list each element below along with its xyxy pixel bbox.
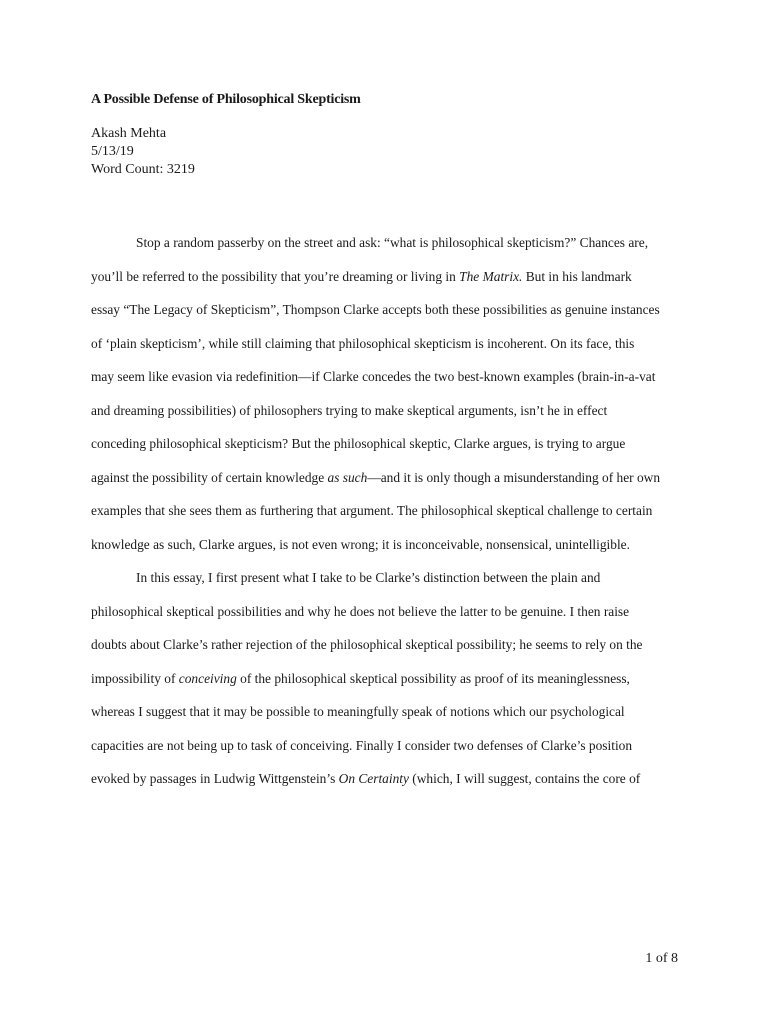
text-line: In this essay, I first present what I take to be Clarke’s distinction between the plain and (136, 570, 601, 585)
text-line: against the possibility of certain knowledge as such—and it is only though a misunderstanding of her own (91, 469, 661, 485)
essay-body (91, 226, 671, 796)
text-line: may seem like evasion via redefinition—if Clarke concedes the two best-known examples (brain-in-a-vat (91, 369, 656, 384)
text-line: philosophical skeptical possibilities and why he does not believe the latter to be genuine. I then raise (91, 603, 630, 619)
text-line: conceding philosophical skepticism? But the philosophical skeptic, Clarke argues, is trying to argue (91, 436, 626, 451)
text-line: Stop a random passerby on the street and ask: “what is philosophical skepticism?” Chances are, (136, 235, 649, 250)
document-date: 5/13/19 (91, 144, 134, 159)
author-block (91, 125, 195, 179)
text-line: knowledge as such, Clarke argues, is not even wrong; it is inconceivable, nonsensical, unintelligible. (91, 536, 630, 552)
word-count: Word Count: 3219 (91, 162, 195, 177)
text-line: you’ll be referred to the possibility that you’re dreaming or living in The Matrix. But in his landmark (91, 268, 632, 284)
page-number: 1 of 8 (645, 951, 678, 966)
text-line: doubts about Clarke’s rather rejection of the philosophical skeptical possibility; he seems to rely on the (91, 637, 643, 652)
text-line: and dreaming possibilities) of philosophers trying to make skeptical arguments, isn’t he in effect (91, 402, 608, 418)
text-line: whereas I suggest that it may be possible to meaningfully speak of notions which our psychological (91, 704, 625, 719)
text-line: of ‘plain skepticism’, while still claiming that philosophical skepticism is incoherent. On its face, this (91, 335, 635, 351)
document-title: A Possible Defense of Philosophical Skepticism (91, 92, 361, 107)
paragraph (91, 226, 671, 561)
italic-text: The Matrix. (459, 268, 523, 284)
author-name: Akash Mehta (91, 126, 167, 141)
text-line: examples that she sees them as furthering that argument. The philosophical skeptical challenge to certain (91, 503, 653, 518)
paragraph (91, 561, 671, 796)
text-line: evoked by passages in Ludwig Wittgenstein’s On Certainty (which, I will suggest, contains the core of (91, 771, 641, 786)
text-line: capacities are not being up to task of conceiving. Finally I consider two defenses of Clarke’s position (91, 737, 633, 753)
italic-text: On Certainty (338, 771, 409, 786)
text-line: essay “The Legacy of Skepticism”, Thompson Clarke accepts both these possibilities as genuine instances (91, 302, 660, 317)
text-line: impossibility of conceiving of the philosophical skeptical possibility as proof of its meaninglessness, (91, 670, 630, 686)
italic-text: as such (327, 469, 368, 485)
italic-text: conceiving (178, 670, 237, 686)
